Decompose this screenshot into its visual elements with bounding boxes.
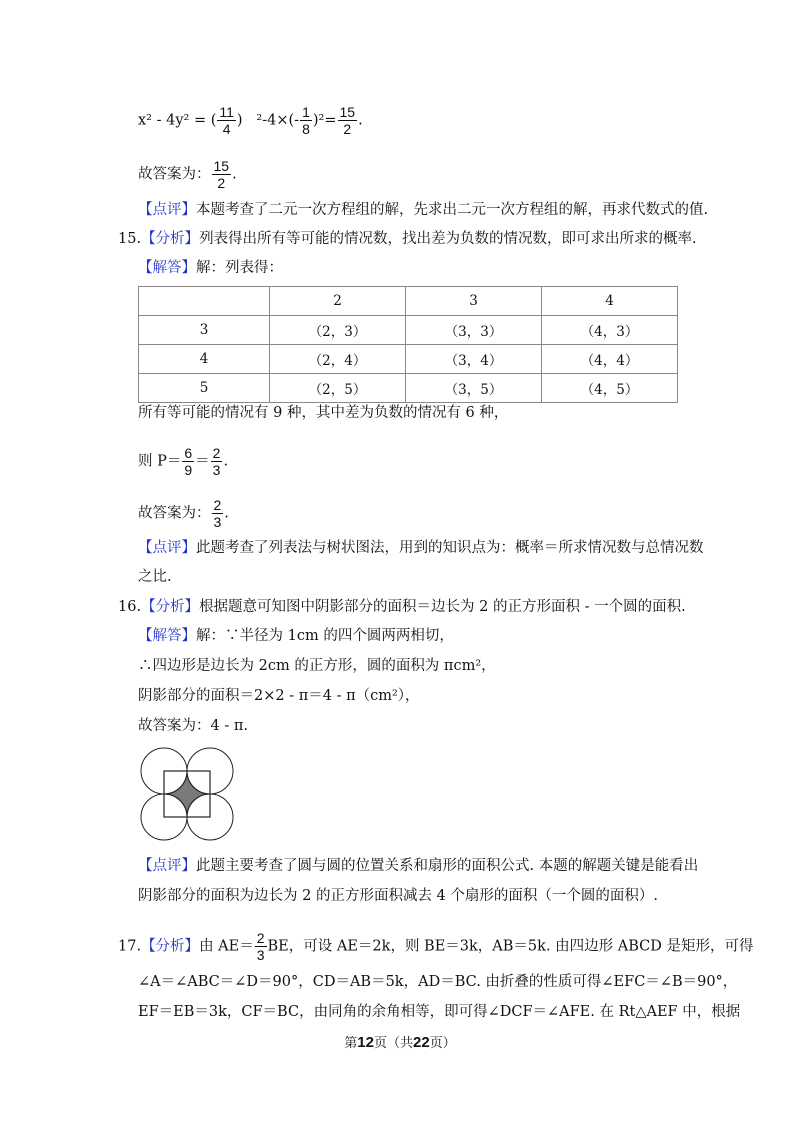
table-cell: 3	[139, 316, 270, 345]
table-cell: 4	[542, 287, 678, 316]
total-pages: 22	[413, 1034, 430, 1051]
table-cell: （2，4）	[270, 345, 406, 374]
table-header-row	[139, 287, 678, 316]
fraction: $\frac{6}{9}$	[184, 445, 193, 478]
table-cell	[139, 287, 270, 316]
fraction: $\frac{15}{2}$	[339, 104, 356, 137]
q14-answer: 故答案为： $\frac{15}{2}$ .	[138, 158, 237, 191]
q16-answer: 故答案为：4 - π.	[138, 718, 248, 734]
table-cell: （3，3）	[406, 316, 542, 345]
analysis-tag: 【分析】	[141, 599, 200, 615]
fraction: $\frac{1}{8}$	[302, 104, 310, 137]
fraction: $\frac{2}{3}$	[256, 930, 265, 963]
fraction: $\frac{15}{2}$	[213, 158, 230, 191]
table-cell: 2	[270, 287, 406, 316]
fraction: $\frac{2}{3}$	[212, 445, 221, 478]
q16-review: 【点评】此题主要考查了圆与圆的位置关系和扇形的面积公式. 本题的解题关键是能看出	[138, 858, 699, 874]
table-cell: 5	[139, 374, 270, 403]
q16-analysis: 16.【分析】根据题意可知图中阴影部分的面积＝边长为 2 的正方形面积 - 一个圆的面积.	[118, 599, 686, 615]
table-cell: 3	[406, 287, 542, 316]
q17-line3: EF＝EB＝3k，CF＝BC，由同角的余角相等，即可得∠DCF＝∠AFE. 在 Rt△AEF 中，根据	[138, 1004, 741, 1020]
q14-expression: x² - 4y² = ( $\frac{11}{4}$ ) ²-4×(- $\frac{1}{8}$ )²= $\frac{15}{2}$ .	[138, 104, 363, 137]
solution-tag: 【解答】	[138, 628, 196, 644]
q16-solution: 【解答】解：∵半径为 1cm 的四个圆两两相切，	[138, 628, 454, 644]
table-cell: （3，4）	[406, 345, 542, 374]
analysis-tag: 【分析】	[141, 938, 200, 955]
q15-probability: 则 P＝ $\frac{6}{9}$ ＝ $\frac{2}{3}$ .	[138, 445, 229, 478]
table-cell: 4	[139, 345, 270, 374]
page-number: 12	[357, 1034, 374, 1051]
q16-review-cont: 阴影部分的面积为边长为 2 的正方形面积减去 4 个扇形的面积（一个圆的面积）.	[138, 888, 658, 904]
table-row	[139, 316, 678, 345]
table-cell: （4，3）	[542, 316, 678, 345]
four-circles-figure	[140, 744, 260, 844]
fraction: $\frac{2}{3}$	[213, 497, 222, 530]
q15-analysis: 15.【分析】列表得出所有等可能的情况数，找出差为负数的情况数，即可求出所求的概率.	[118, 231, 697, 247]
fraction: $\frac{11}{4}$	[219, 104, 234, 137]
page-footer: 第12页（共22页）	[344, 1034, 456, 1051]
analysis-tag: 【分析】	[141, 231, 200, 247]
table-cell: （2，5）	[270, 374, 406, 403]
shaded-region	[164, 771, 210, 817]
q15-review: 【点评】此题考查了列表法与树状图法，用到的知识点为：概率＝所求情况数与总情况数	[138, 540, 704, 556]
q15-review-cont: 之比.	[138, 569, 172, 585]
table-row	[139, 374, 678, 403]
table-cell: （4，4）	[542, 345, 678, 374]
outcome-table	[138, 286, 678, 403]
q16-line2: 阴影部分的面积＝2×2 - π＝4 - π（cm²），	[138, 688, 420, 704]
q17-line2: ∠A＝∠ABC＝∠D＝90°，CD＝AB＝5k，AD＝BC. 由折叠的性质可得∠EFC＝∠B＝90°，	[138, 974, 738, 990]
q15-solution: 【解答】解：列表得：	[138, 260, 283, 276]
review-tag: 【点评】	[138, 858, 196, 874]
q15-answer: 故答案为： $\frac{2}{3}$ .	[138, 497, 229, 530]
table-cell: （3，5）	[406, 374, 542, 403]
q14-review: 【点评】本题考查了二元一次方程组的解，先求出二元一次方程组的解，再求代数式的值.	[138, 202, 709, 218]
review-tag: 【点评】	[138, 202, 196, 218]
q15-line1: 所有等可能的情况有 9 种，其中差为负数的情况有 6 种，	[138, 405, 509, 421]
q17-analysis: 17.【分析】由 AE＝ $\frac{2}{3}$ BE，可设 AE＝2k，则 BE＝3k，AB＝5k. 由四边形 ABCD 是矩形，可得	[118, 930, 754, 963]
q16-line1: ∴四边形是边长为 2cm 的正方形，圆的面积为 πcm²，	[138, 658, 496, 674]
solution-tag: 【解答】	[138, 260, 196, 276]
table-cell: （2，3）	[270, 316, 406, 345]
table-cell: （4，5）	[542, 374, 678, 403]
table-row	[139, 345, 678, 374]
review-tag: 【点评】	[138, 540, 196, 556]
